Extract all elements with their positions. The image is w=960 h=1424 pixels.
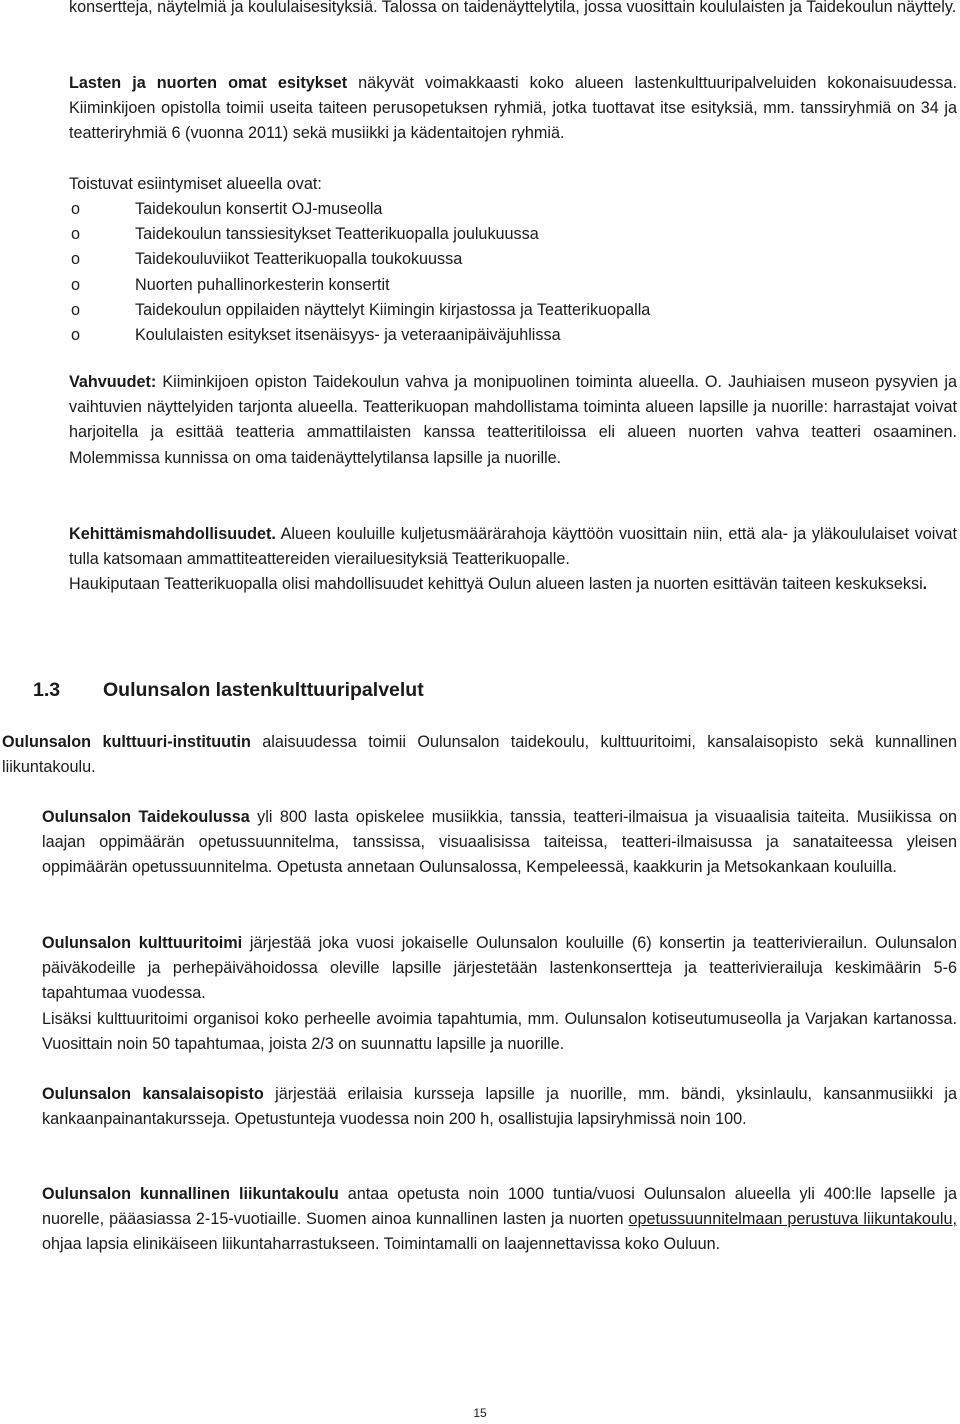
paragraph-text: järjestää joka vuosi jokaiselle Oulunsalon kouluille (6) konsertin ja teatterivierailun. Oulunsalon päiväkodeille ja perhepäivähoidossa oleville lapsille järjestetään lastenkonsertteja ja teatterivierailuja keskimäärin 5-6 tapahtumaa vuodessa. bbox=[42, 934, 958, 1003]
paragraph-text: järjestää erilaisia kursseja lapsille ja nuorille, mm. bändi, yksinlaulu, kansanmusiikki ja kankaanpainantakursseja. Opetustunteja vuodessa noin 200 h, osallistujia lapsiryhmissä noin 100. bbox=[42, 1085, 957, 1129]
paragraph-text: yli 800 lasta opiskelee musiikkia, tanssia, teatteri-ilmaisua ja visuaalisia taiteita. Musiikissa on laajan oppimäärän opetussuunnitelma, tanssissa, visuaalisissa taiteissa, teatteri-ilmaisussa ja sanataiteessa yleisen oppimäärän opetussuunnitelma. Opetusta annetaan Oulunsalossa, Kempeleessä, kaakkurin ja Metsokankaan kouluilla. bbox=[42, 808, 957, 877]
paragraph-text: Kiiminkijoen opiston Taidekoulun vahva ja monipuolinen toiminta alueella. O. Jauhiaisen museon pysyvien ja vaihtuvien näyttelyiden tarjonta alueella. Teatterikuopan mahdollistama toiminta alueen lapsille ja nuorille: harrastajat voivat harjoitella ja esittää teatteria ammattilaisten kanssa teatteritiloissa eli alueen nuorten vahva teatteri osaaminen. Molemmissa kunnissa on oma taidenäyttelytilansa lapsille ja nuorille. bbox=[69, 373, 957, 467]
paragraph-lead: Kehittämismahdollisuudet. bbox=[69, 525, 276, 543]
paragraph-text: näkyvät voimakkaasti koko alueen lastenkulttuuripalveluiden kokonaisuudessa. Kiiminkijoen opistolla toimii useita taiteen perusopetuksen ryhmiä, jotka tuottavat itse esityksiä, mm. tanssiryhmiä on 34 ja teatteriryhmiä 6 (vuonna 2011) sekä musiikki ja kädentaitojen ryhmiä. bbox=[69, 74, 957, 143]
list-intro: Toistuvat esiintymiset alueella ovat: bbox=[69, 175, 322, 193]
bullet-icon: o bbox=[71, 200, 81, 218]
paragraph-text: Haukiputaan Teatterikuopalla olisi mahdollisuudet kehittyä Oulun alueen lasten ja nuorten esittävän taiteen keskukseksi bbox=[69, 575, 923, 594]
paragraph-development: Kehittämismahdollisuudet. Alueen kouluille kuljetusmäärärahoja käyttöön vuosittain niin, että ala- ja yläkoululaiset voivat tulla katsomaan ammattiteattereiden vierailuesityksiä Teatterikuopalle. Haukiputaan Teatterikuopalla olisi mahdollisuudet kehittyä Oulun alueen lasten ja nuorten esittävän taiteen keskukseksi. bbox=[69, 525, 957, 594]
paragraph-institute bbox=[2, 730, 957, 780]
list-item: o Koululaisten esitykset itsenäisyys- ja veteraanipäiväjuhlissa bbox=[69, 323, 929, 348]
paragraph-culture bbox=[42, 931, 957, 1057]
paragraph-adulted bbox=[42, 1082, 957, 1132]
paragraph-strengths bbox=[69, 370, 957, 471]
paragraph-artschool bbox=[42, 805, 957, 881]
list-item: o Taidekoulun tanssiesitykset Teatterikuopalla joulukuussa bbox=[69, 222, 929, 247]
paragraph-text: Alueen kouluille kuljetusmäärärahoja käyttöön vuosittain niin, että ala- ja yläkoululaiset voivat tulla katsomaan ammattiteattereiden vierailuesityksiä Teatterikuopalle. bbox=[69, 525, 957, 569]
performance-list bbox=[69, 197, 929, 348]
bullet-icon: o bbox=[71, 325, 81, 344]
paragraph-lead: Lasten ja nuorten omat esitykset bbox=[69, 74, 348, 92]
list-item: o Taidekouluviikot Teatterikuopalla toukokuussa bbox=[69, 247, 929, 272]
underlined-text: opetussuunnitelmaan perustuva liikuntakoulu, bbox=[628, 1210, 957, 1229]
paragraph-lead: Vahvuudet: bbox=[69, 373, 157, 391]
paragraph-text: ohjaa lapsia elinikäiseen liikuntaharrastukseen. Toimintamalli on laajennettavissa koko Ouluun. bbox=[42, 1235, 721, 1254]
page-number: 15 bbox=[473, 1406, 487, 1420]
bullet-icon: o bbox=[71, 275, 81, 294]
section-number: 1.3 bbox=[33, 679, 61, 701]
list-item: o Taidekoulun oppilaiden näyttelyt Kiimingin kirjastossa ja Teatterikuopalla bbox=[69, 298, 929, 323]
bullet-icon: o bbox=[71, 250, 81, 269]
paragraph-intro bbox=[69, 0, 957, 20]
section-heading bbox=[33, 676, 424, 704]
bullet-icon: o bbox=[71, 225, 81, 244]
paragraph-lead: Oulunsalon kulttuuritoimi bbox=[42, 934, 243, 952]
list-item: o Taidekoulun konsertit OJ-museolla bbox=[69, 197, 929, 222]
paragraph-text: konsertteja, näytelmiä ja koululaisesityksiä. Talossa on taidenäyttelytila, jossa vuosittain koululaisten ja Taidekoulun näyttely. bbox=[69, 0, 957, 16]
paragraph-lead: Oulunsalon kansalaisopisto bbox=[42, 1085, 264, 1103]
list-item: o Nuorten puhallinorkesterin konsertit bbox=[69, 273, 929, 298]
paragraph-text: Lisäksi kulttuuritoimi organisoi koko perheelle avoimia tapahtumia, mm. Oulunsalon kotiseutumuseolla ja Varjakan kartanossa. Vuosittain noin 50 tapahtumaa, joista 2/3 on suunnattu lapsille ja nuorille. bbox=[42, 1009, 957, 1053]
paragraph-text: antaa opetusta noin 1000 tuntia/vuosi Oulunsalon alueella yli 400:lle lapselle ja nuorelle, pääasiassa 2-15-vuotiaille. Suomen ainoa kunnallinen lasten ja nuorten bbox=[42, 1185, 958, 1229]
paragraph-lead: Oulunsalon Taidekoulussa bbox=[42, 808, 250, 826]
paragraph-lead: Oulunsalon kunnallinen liikuntakoulu bbox=[42, 1185, 339, 1203]
paragraph-performances bbox=[69, 71, 957, 147]
bullet-icon: o bbox=[71, 300, 81, 319]
paragraph-lead: Oulunsalon kulttuuri-instituutin bbox=[2, 733, 251, 751]
paragraph-sports bbox=[42, 1182, 957, 1258]
section-title: Oulunsalon lastenkulttuuripalvelut bbox=[103, 679, 424, 701]
paragraph-text: alaisuudessa toimii Oulunsalon taidekoulu, kulttuuritoimi, kansalaisopisto sekä kunnallinen liikuntakoulu. bbox=[2, 733, 957, 777]
